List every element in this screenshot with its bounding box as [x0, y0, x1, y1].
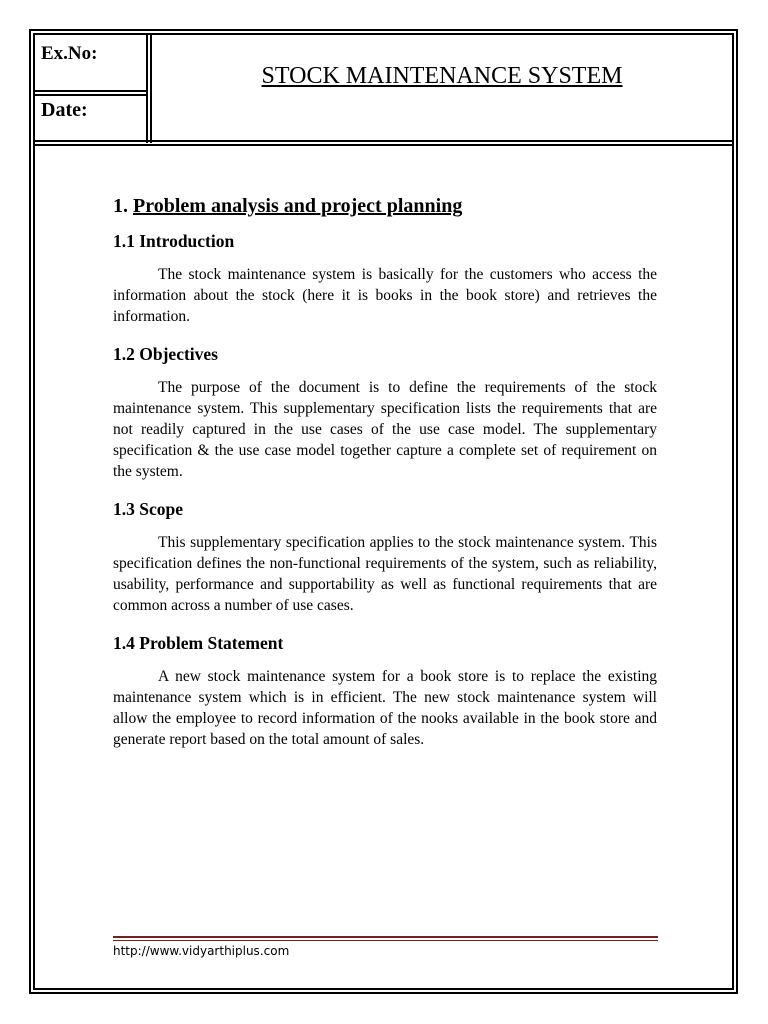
footer-rule — [113, 940, 658, 941]
section-number: 1. — [113, 195, 128, 217]
paragraph-objectives: The purpose of the document is to define the requirements of the stock maintenance system. This supplementary specification lists the requirements that are not readily captured in the use cases of the use case model. The supplementary specification & the use case model together capture a complete set of requirement on the system. — [113, 379, 657, 480]
document-title: STOCK MAINTENANCE SYSTEM — [261, 63, 623, 89]
section-heading-main — [113, 195, 657, 218]
heading-objectives: 1.2 Objectives — [113, 344, 218, 364]
footer-link[interactable]: http://www.vidyarthiplus.com — [113, 944, 290, 958]
paragraph-problem-statement: A new stock maintenance system for a book store is to replace the existing maintenance system which is in efficient. The new stock maintenance system will allow the employee to record information of the nooks available in the book store and generate report based on the total amount of sales. — [113, 668, 657, 748]
heading-scope: 1.3 Scope — [113, 499, 183, 519]
exno-label: Ex.No: — [41, 43, 98, 64]
header-divider — [150, 33, 152, 143]
heading-introduction: 1.1 Introduction — [113, 231, 235, 251]
paragraph-scope: This supplementary specification applies to the stock maintenance system. This specification defines the non-functional requirements of the system, such as reliability, usability, performance and supportability as well as functional requirements that are common across a number of use cases. — [113, 534, 657, 614]
cell-divider — [33, 90, 148, 92]
header-rule — [33, 144, 734, 146]
header-box — [33, 33, 734, 143]
document-body — [113, 195, 657, 767]
header-rule — [33, 140, 734, 142]
footer-rule — [113, 936, 658, 938]
date-label: Date: — [41, 99, 88, 121]
paragraph-introduction: The stock maintenance system is basically for the customers who access the information about the stock (here it is books in the book store) and retrieves the information. — [113, 266, 657, 325]
section-title: Problem analysis and project planning — [133, 195, 463, 217]
heading-problem-statement: 1.4 Problem Statement — [113, 633, 284, 653]
cell-divider — [33, 94, 148, 96]
header-divider — [146, 33, 148, 143]
